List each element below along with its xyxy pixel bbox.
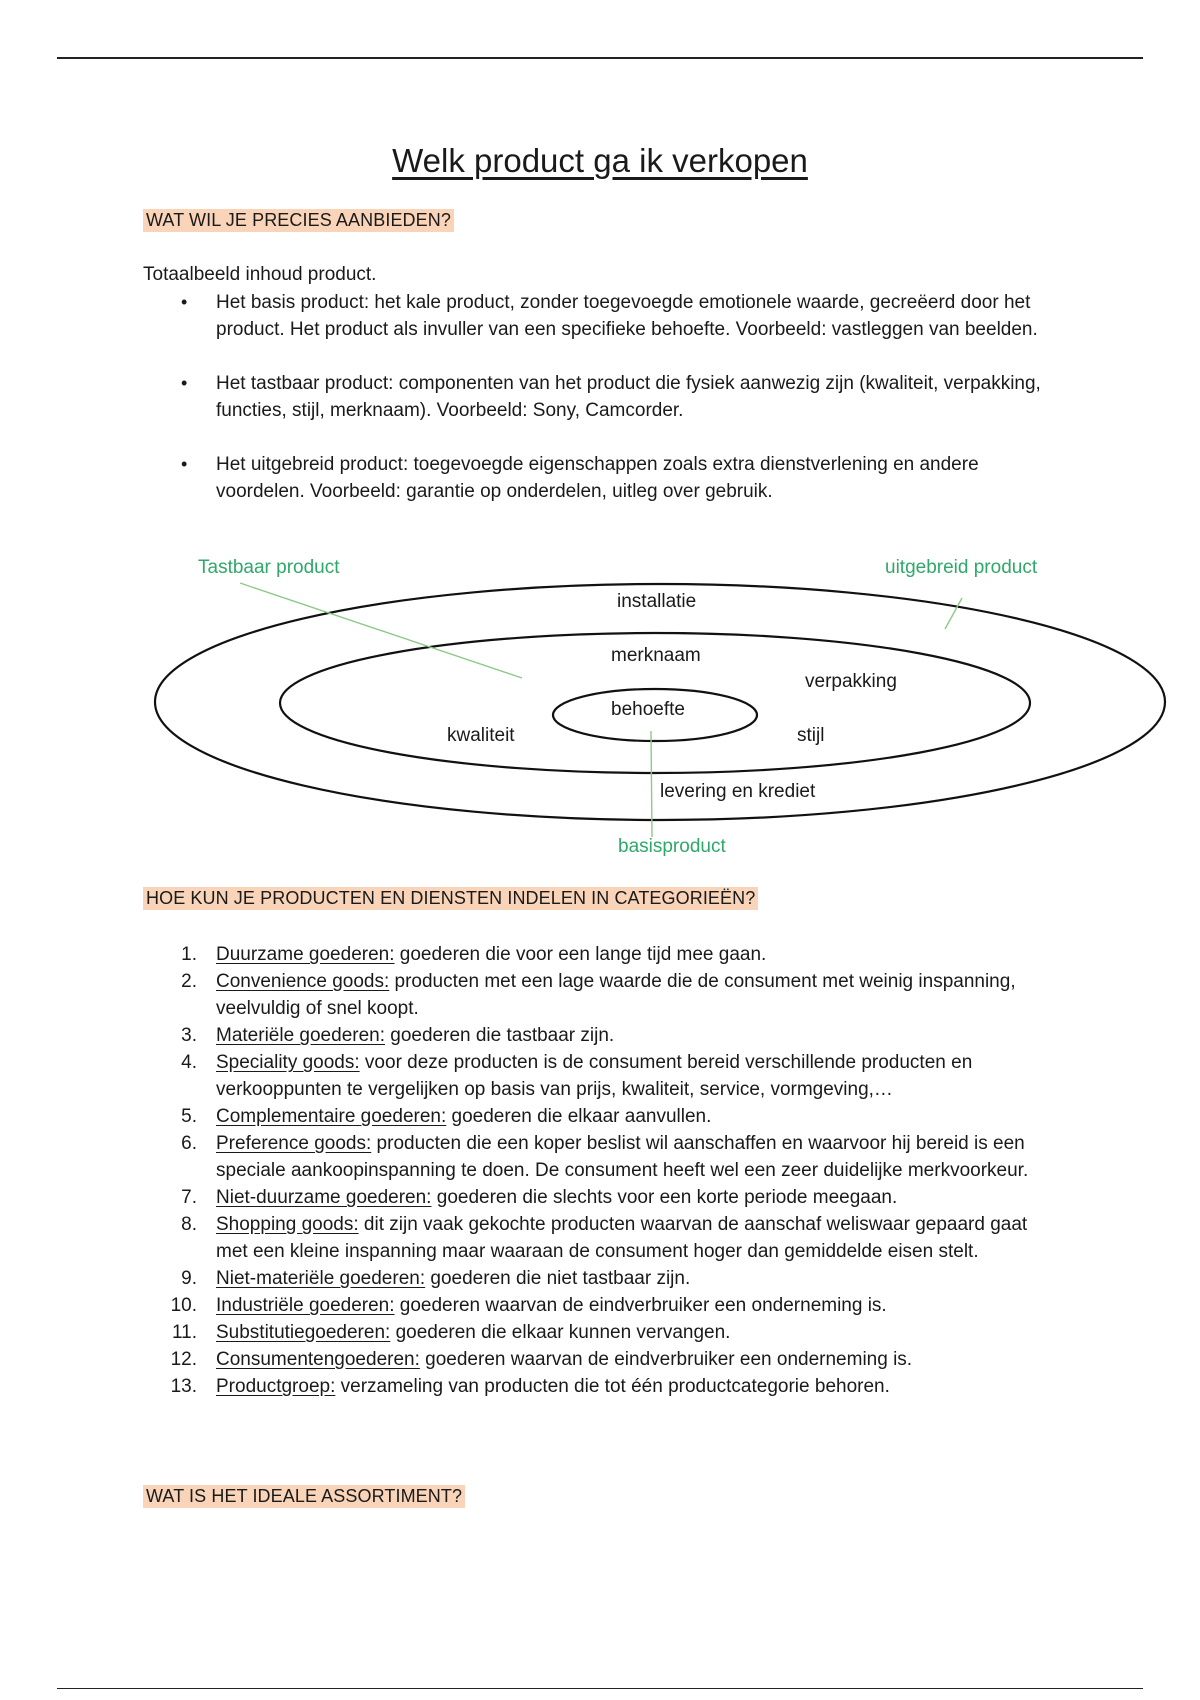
- list-item: 6. Preference goods: producten die een koper beslist wil aanschaffen en waarvoor hij bereid is een speciale aankoopinspanning te doen. De consument heeft wel een zeer duidelijke merkvoorkeur.: [181, 1133, 1029, 1181]
- list-item: 3. Materiële goederen: goederen die tastbaar zijn.: [181, 1025, 615, 1046]
- list-item: 7. Niet-duurzame goederen: goederen die slechts voor een korte periode meegaan.: [181, 1187, 898, 1208]
- product-levels-diagram: [0, 555, 1200, 865]
- list-item: 12. Consumentengoederen: goederen waarvan de eindverbruiker een onderneming is.: [170, 1349, 913, 1370]
- top-rule: [57, 57, 1143, 59]
- label-installatie: installatie: [617, 591, 697, 612]
- list-item: 4. Speciality goods: voor deze producten is de consument bereid verschillende producten en verkooppunten te vergelijken op basis van prijs, kwaliteit, service, vormgeving,…: [181, 1052, 973, 1100]
- product-levels-list: [143, 289, 1043, 532]
- list-item: 1. Duurzame goederen: goederen die voor een lange tijd mee gaan.: [181, 944, 767, 965]
- list-item: 10. Industriële goederen: goederen waarvan de eindverbruiker een onderneming is.: [170, 1295, 887, 1316]
- bullet-icon: •: [181, 373, 188, 393]
- list-item: • Het tastbaar product: componenten van het product die fysiek aanwezig zijn (kwaliteit, verpakking, functies, stijl, merknaam). Voorbeeld: Sony, Camcorder.: [143, 370, 1043, 424]
- tastbaar-callout-line: [240, 583, 522, 678]
- list-item: 2. Convenience goods: producten met een lage waarde die de consument met weinig inspanning, veelvuldig of snel koopt.: [181, 971, 1016, 1019]
- bottom-rule: [57, 1688, 1143, 1689]
- section-heading-aanbieden: WAT WIL JE PRECIES AANBIEDEN?: [143, 209, 454, 232]
- basis-callout-line: [651, 731, 652, 837]
- list-item: • Het uitgebreid product: toegevoegde eigenschappen zoals extra dienstverlening en andere voordelen. Voorbeeld: garantie op onderdelen, uitleg over gebruik.: [143, 451, 1043, 505]
- uitgebreid-callout-line: [945, 598, 962, 629]
- list-item: 5. Complementaire goederen: goederen die elkaar aanvullen.: [181, 1106, 712, 1127]
- list-item: 13. Productgroep: verzameling van producten die tot één productcategorie behoren.: [170, 1376, 890, 1397]
- section-heading-assortiment: WAT IS HET IDEALE ASSORTIMENT?: [143, 1485, 465, 1508]
- section-heading-categorieen: HOE KUN JE PRODUCTEN EN DIENSTEN INDELEN IN CATEGORIEËN?: [143, 887, 758, 910]
- callout-uitgebreid-product: uitgebreid product: [885, 557, 1038, 578]
- intro-text: Totaalbeeld inhoud product.: [143, 264, 377, 285]
- page-title: Welk product ga ik verkopen: [392, 142, 808, 179]
- list-item: 11. Substitutiegoederen: goederen die elkaar kunnen vervangen.: [171, 1322, 731, 1343]
- list-item: • Het basis product: het kale product, zonder toegevoegde emotionele waarde, gecreëerd door het product. Het product als invuller van een specifieke behoefte. Voorbeeld: vastleggen van beelden.: [143, 289, 1043, 343]
- list-item: 9. Niet-materiële goederen: goederen die niet tastbaar zijn.: [181, 1268, 691, 1289]
- label-levering-en-krediet: levering en krediet: [660, 781, 816, 802]
- callout-tastbaar-product: Tastbaar product: [198, 557, 340, 578]
- label-verpakking: verpakking: [805, 671, 897, 692]
- label-stijl: stijl: [797, 725, 825, 746]
- bullet-icon: •: [181, 292, 188, 312]
- categories-list: [143, 941, 1063, 1400]
- label-merknaam: merknaam: [611, 645, 701, 666]
- label-behoefte: behoefte: [611, 699, 685, 720]
- list-item: 8. Shopping goods: dit zijn vaak gekochte producten waarvan de aanschaf weliswaar gepaard gaat met een kleine inspanning maar waaraan de consument hoger dan gemiddelde eisen stelt.: [181, 1214, 1028, 1262]
- callout-basisproduct: basisproduct: [618, 836, 726, 857]
- bullet-icon: •: [181, 454, 188, 474]
- label-kwaliteit: kwaliteit: [447, 725, 515, 746]
